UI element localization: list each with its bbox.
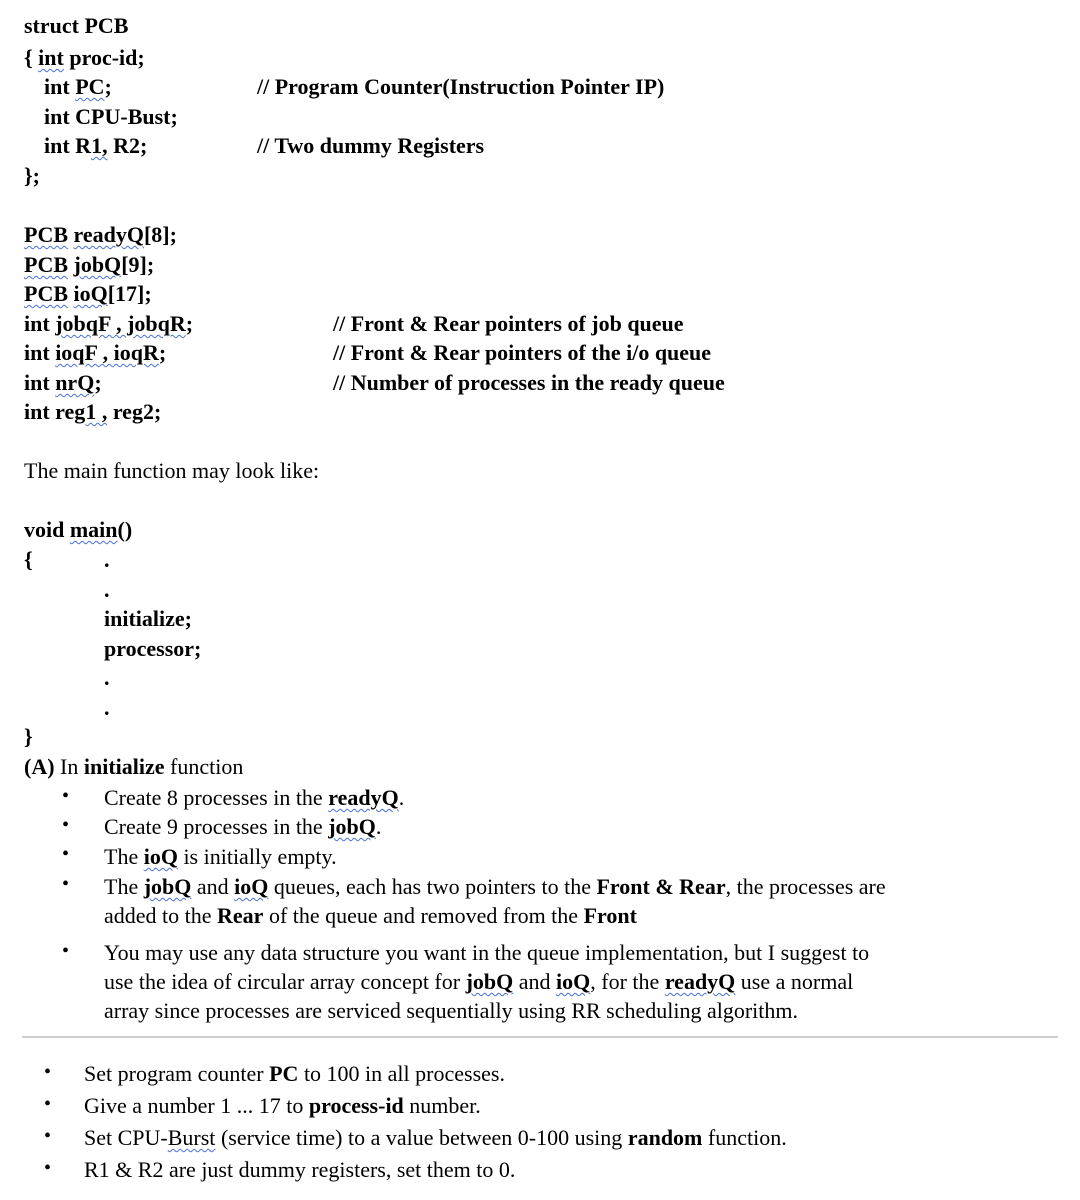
bullet-dot: •: [62, 785, 70, 807]
bullet-cpu-burst: Set CPU-Burst (service time) to a value between 0-100 using random function.: [84, 1125, 787, 1150]
bullet-set-pc: Set program counter PC to 100 in all processes.: [84, 1061, 505, 1086]
bullet-dot: •: [62, 873, 70, 895]
decl-ioq-pointers: int ioqF , ioqR;: [24, 340, 167, 365]
main-ellipsis-dot-4: .: [104, 695, 110, 720]
bullet-queue-pointers-cont: added to the Rear of the queue and removed from the Front: [104, 903, 637, 928]
struct-field-registers: int R1, R2;: [44, 133, 148, 158]
pc-comment: // Program Counter(Instruction Pointer IP): [257, 74, 665, 99]
jobq-pointers-comment: // Front & Rear pointers of job queue: [333, 311, 684, 336]
ioq-pointers-comment: // Front & Rear pointers of the i/o queue: [333, 340, 712, 365]
struct-field-proc-id: { int proc-id;: [24, 45, 145, 70]
bullet-dot: •: [44, 1061, 52, 1083]
decl-readyq: PCB readyQ[8];: [24, 222, 177, 247]
main-ellipsis-dot-3: .: [104, 665, 110, 690]
bullet-data-structure-cont: use the idea of circular array concept for jobQ and ioQ, for the readyQ use a normal: [104, 969, 854, 994]
decl-nrq: int nrQ;: [24, 370, 102, 395]
registers-comment: // Two dummy Registers: [257, 133, 485, 158]
bullet-dot: •: [62, 843, 70, 865]
bullet-data-structure-cont2: array since processes are serviced sequentially using RR scheduling algorithm.: [104, 998, 799, 1023]
section-a-heading: (A) In initialize function: [24, 754, 244, 779]
bullet-ioq-empty: The ioQ is initially empty.: [104, 844, 337, 869]
main-open-brace: {: [24, 547, 33, 572]
decl-jobq: PCB jobQ[9];: [24, 252, 155, 277]
struct-field-pc: int PC;: [44, 74, 112, 99]
decl-registers: int reg1 , reg2;: [24, 399, 162, 424]
bullet-create-jobq: Create 9 processes in the jobQ.: [104, 814, 382, 839]
struct-pcb-header: struct PCB: [24, 13, 129, 38]
bullet-dot: •: [62, 940, 70, 962]
main-processor-call: processor;: [104, 636, 202, 661]
struct-field-cpu-bust: int CPU-Bust;: [44, 104, 178, 129]
bullet-dot: •: [44, 1157, 52, 1179]
main-initialize-call: initialize;: [104, 606, 192, 631]
bullet-dot: •: [44, 1093, 52, 1115]
decl-jobq-pointers: int jobqF , jobqR;: [24, 311, 194, 336]
section-divider: [22, 1036, 1058, 1038]
main-ellipsis-dot-1: .: [104, 547, 110, 572]
main-ellipsis-dot-2: .: [104, 577, 110, 602]
struct-close: };: [24, 163, 40, 188]
bullet-dot: •: [62, 814, 70, 836]
nrq-comment: // Number of processes in the ready queue: [333, 370, 725, 395]
bullet-data-structure: You may use any data structure you want in the queue implementation, but I suggest to: [104, 940, 870, 965]
bullet-create-readyq: Create 8 processes in the readyQ.: [104, 785, 405, 810]
decl-ioq: PCB ioQ[17];: [24, 281, 152, 306]
main-close-brace: }: [24, 724, 33, 749]
main-intro-text: The main function may look like:: [24, 458, 320, 483]
bullet-dot: •: [44, 1125, 52, 1147]
main-signature: void main(): [24, 517, 133, 542]
bullet-dummy-registers: R1 & R2 are just dummy registers, set them to 0.: [84, 1157, 516, 1182]
bullet-process-id: Give a number 1 ... 17 to process-id number.: [84, 1093, 481, 1118]
bullet-queue-pointers: The jobQ and ioQ queues, each has two pointers to the Front & Rear, the processes are: [104, 874, 886, 899]
